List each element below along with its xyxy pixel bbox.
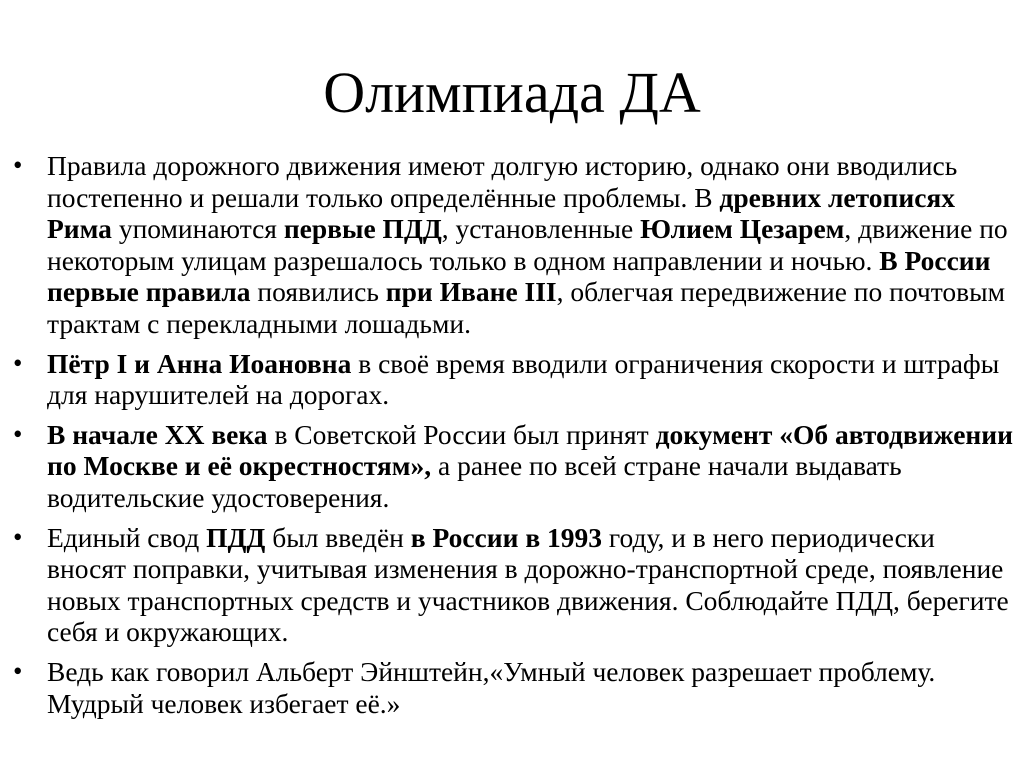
bullet-text: [47, 348, 999, 411]
bullet-dot-icon: •: [13, 655, 23, 686]
bullet-segment: году, и в него периодически вносят поправки, учитывая изменения в дорожно-транспортной среде, появление новых транспортных средств и участников движения. Соблюдайте ПДД, берегите себя и окружающих.: [47, 521, 1009, 648]
bullet-text: [47, 419, 1013, 513]
bullet-dot-icon: •: [13, 418, 23, 449]
bullet-segment: а ранее по всей стране начали выдавать водительские удостоверения.: [47, 450, 902, 513]
bullet-segment: Правила дорожного движения имеют долгую историю, однако они вводились постепенно и решали только определённые проблемы. В: [47, 150, 958, 213]
bullet-dot-icon: •: [13, 521, 23, 552]
bullet-item: [0, 150, 1024, 340]
bullet-segment-bold: В России первые правила: [47, 244, 991, 308]
bullet-segment: в Советской России был принят: [267, 418, 656, 450]
bullet-text: [47, 150, 1008, 339]
bullet-segment-bold: при Иване III: [385, 276, 557, 308]
bullet-text: [47, 656, 935, 719]
bullet-segment-bold: Юлием Цезарем: [640, 213, 845, 245]
bullet-dot-icon: •: [13, 150, 23, 180]
bullet-segment-bold: ПДД: [206, 521, 266, 553]
bullet-segment: появились: [250, 276, 386, 308]
bullet-dot-icon: •: [13, 347, 23, 378]
bullet-segment-bold: первые ПДД: [283, 213, 442, 245]
bullet-item: [0, 419, 1024, 514]
bullet-segment: Ведь как говорил Альберт Эйнштейн,«Умный человек разрешает проблему. Мудрый человек избегает её.»: [47, 655, 936, 719]
bullet-item: [0, 348, 1024, 411]
bullet-segment-bold: в России в 1993: [410, 521, 603, 553]
bullet-segment: упоминаются: [111, 213, 284, 245]
bullet-segment: , движение по некоторым улицам разрешалось только в одном направлении и ночью.: [47, 213, 1008, 276]
bullet-item: [0, 522, 1024, 648]
bullet-segment-bold: В начале XX века: [47, 418, 268, 450]
bullet-text: [47, 522, 1009, 648]
bullet-segment-bold: документ «Об автодвижении по Москве и её окрестностям»,: [47, 418, 1013, 482]
bullet-segment-bold: древних летописях Рима: [47, 181, 956, 245]
bullet-segment: в своё время вводили ограничения скорости и штрафы для нарушителей на дорогах.: [47, 347, 1000, 411]
bullet-item: [0, 656, 1024, 719]
bullet-segment: , установленные: [441, 213, 641, 245]
bullet-list: [0, 150, 1024, 727]
bullet-segment: был введён: [265, 521, 411, 553]
slide-title: Олимпиада ДА: [323, 60, 701, 125]
bullet-segment: , облегчая передвижение по почтовым трактам с перекладными лошадьми.: [47, 276, 1005, 339]
bullet-segment-bold: Пётр I и Анна Иоановна: [47, 347, 352, 379]
bullet-segment: Единый свод: [47, 521, 207, 553]
